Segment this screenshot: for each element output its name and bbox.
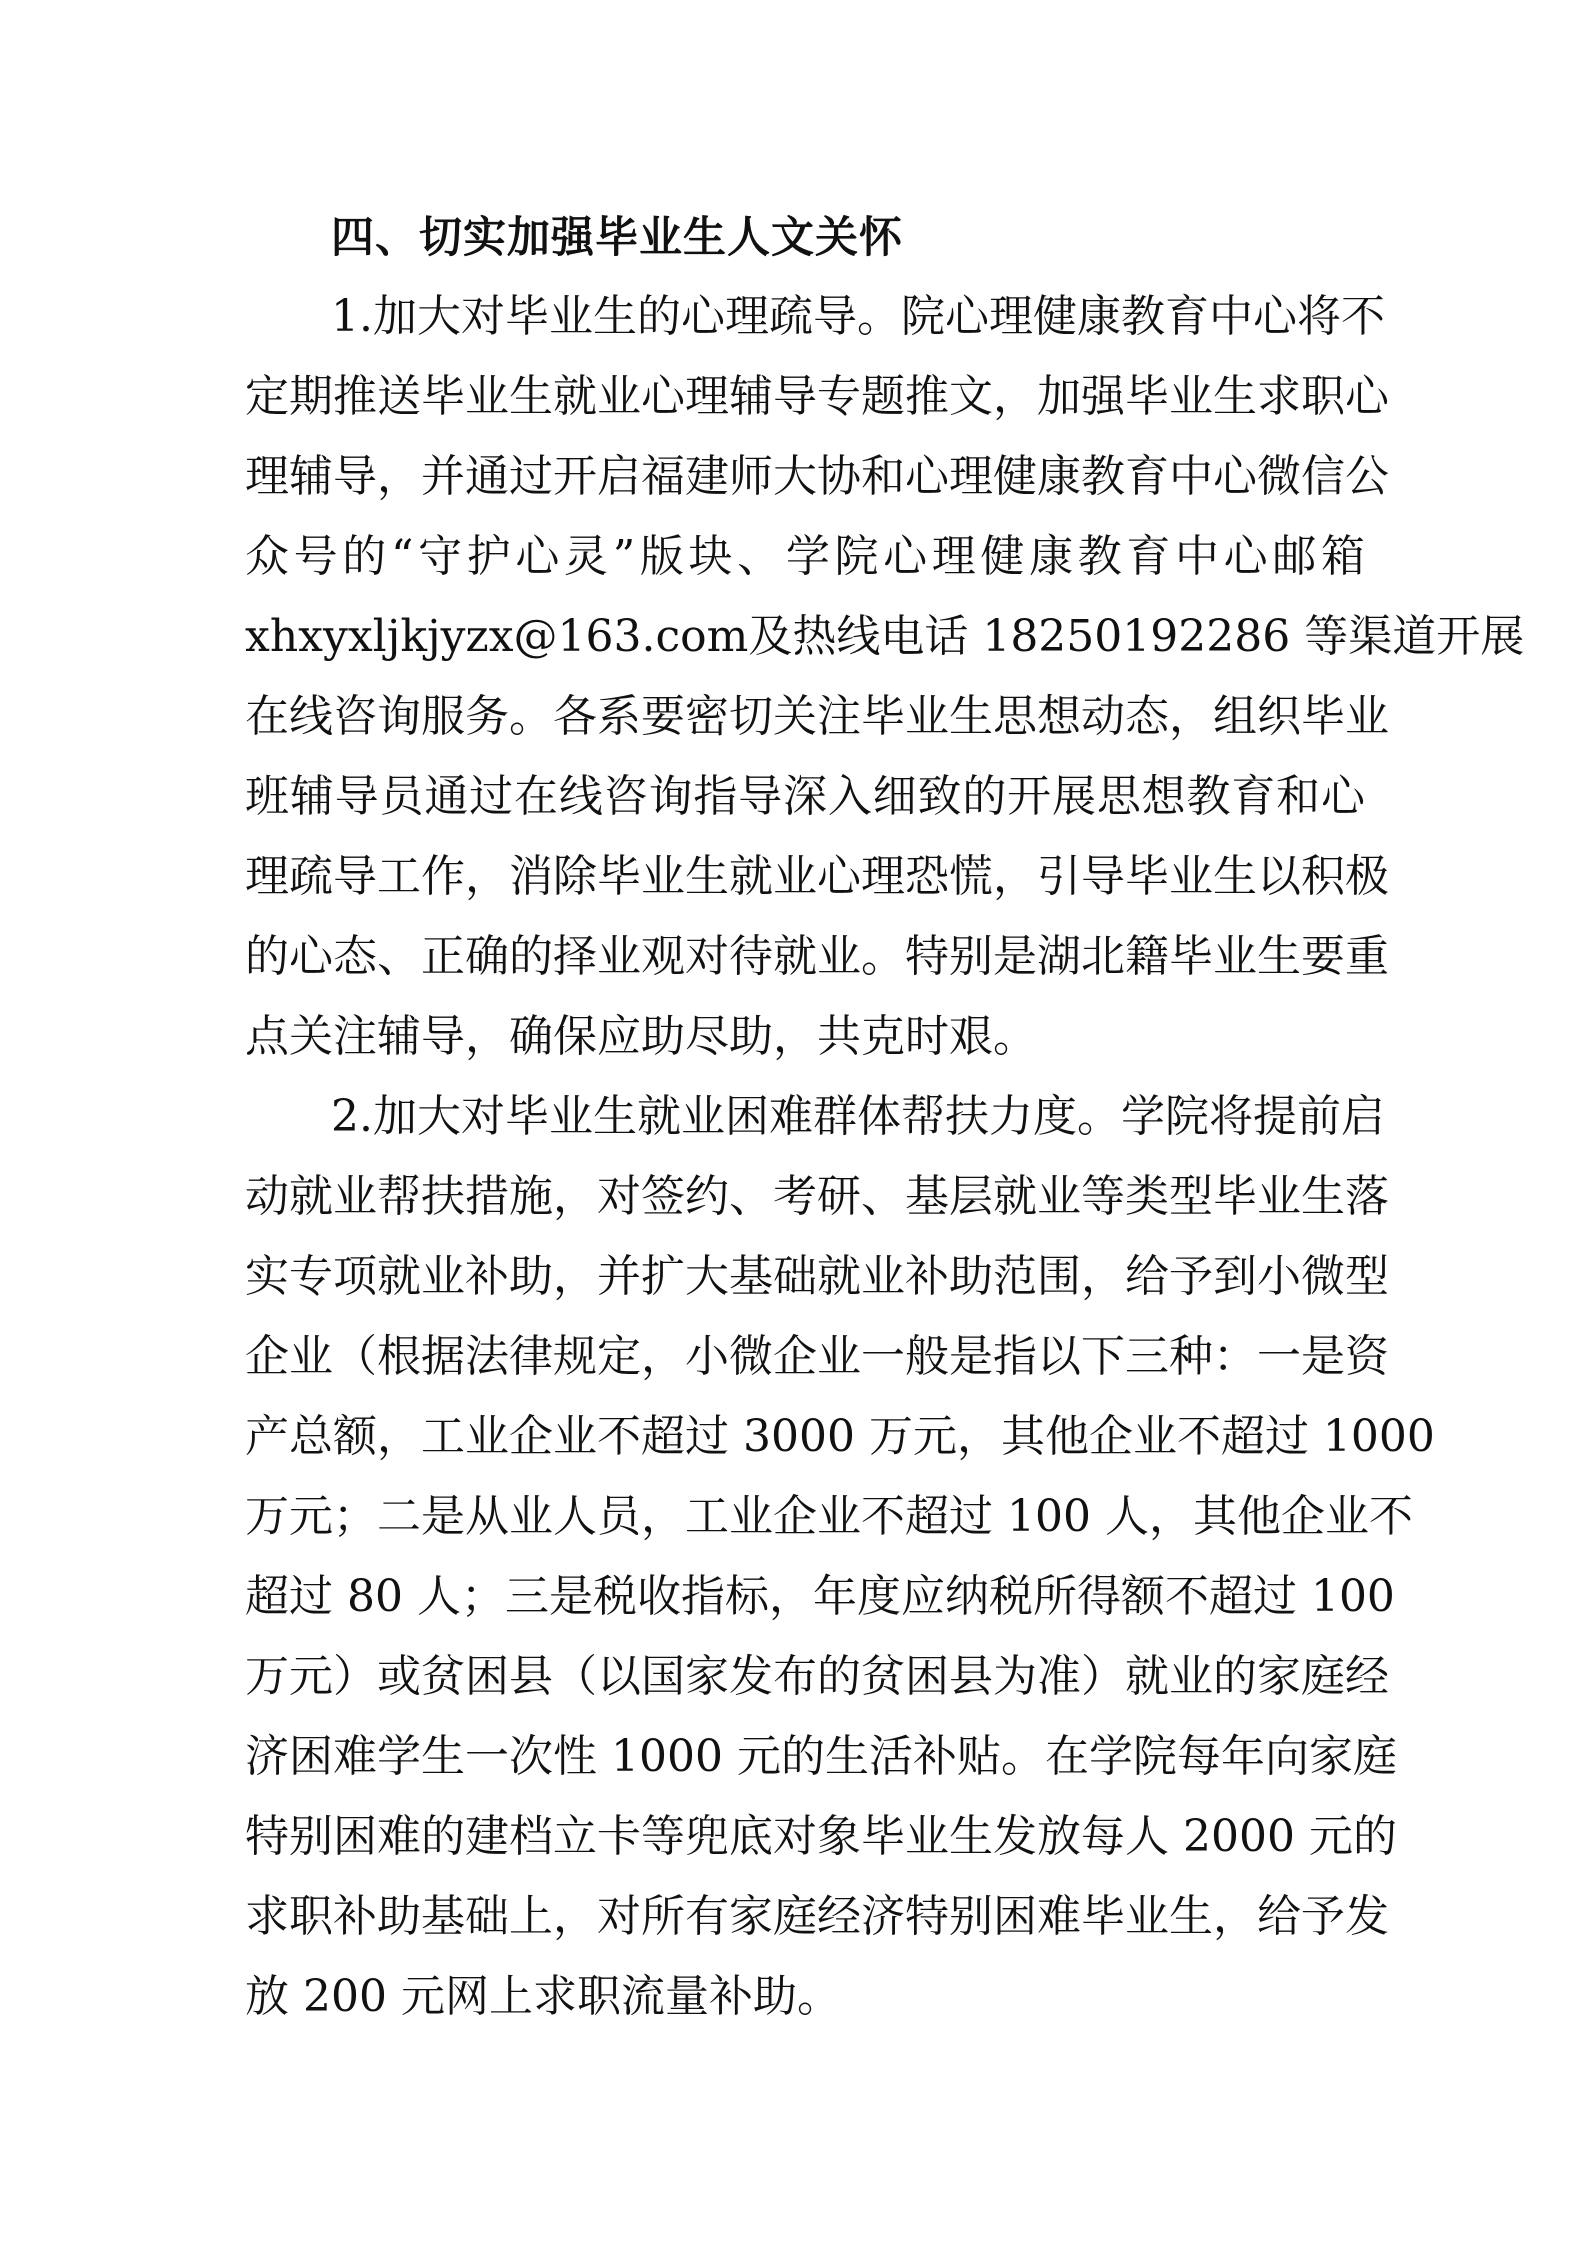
section-heading: 四、切实加强毕业生人文关怀 xyxy=(331,213,903,263)
text-line: 2.加大对毕业生就业困难群体帮扶力度。学院将提前启 xyxy=(331,1091,1385,1142)
text-line: 济困难学生一次性 1000 元的生活补贴。在学院每年向家庭 xyxy=(245,1731,1397,1782)
text-line: 企业（根据法律规定，小微企业一般是指以下三种：一是资 xyxy=(245,1331,1389,1382)
text-line: 万元）或贫困县（以国家发布的贫困县为准）就业的家庭经 xyxy=(245,1651,1389,1702)
text-line: xhxyxljkjyzx@163.com及热线电话 18250192286 等渠道开展 xyxy=(245,611,1525,662)
text-line: 的心态、正确的择业观对待就业。特别是湖北籍毕业生要重 xyxy=(245,931,1389,982)
text-line: 定期推送毕业生就业心理辅导专题推文，加强毕业生求职心 xyxy=(245,371,1389,422)
text-line: 特别困难的建档立卡等兜底对象毕业生发放每人 2000 元的 xyxy=(245,1811,1397,1862)
text-line: 1.加大对毕业生的心理疏导。院心理健康教育中心将不 xyxy=(331,291,1385,342)
text-line: 实专项就业补助，并扩大基础就业补助范围，给予到小微型 xyxy=(245,1251,1389,1302)
text-line: 在线咨询服务。各系要密切关注毕业生思想动态，组织毕业 xyxy=(245,691,1389,742)
text-line: 产总额，工业企业不超过 3000 万元，其他企业不超过 1000 xyxy=(245,1411,1435,1462)
text-line: 众号的“守护心灵”版块、学院心理健康教育中心邮箱 xyxy=(245,531,1365,582)
text-line: 动就业帮扶措施，对签约、考研、基层就业等类型毕业生落 xyxy=(245,1171,1389,1222)
text-line: 理疏导工作，消除毕业生就业心理恐慌，引导毕业生以积极 xyxy=(245,851,1389,902)
text-line: 求职补助基础上，对所有家庭经济特别困难毕业生，给予发 xyxy=(245,1891,1389,1942)
text-line: 理辅导，并通过开启福建师大协和心理健康教育中心微信公 xyxy=(245,451,1389,502)
text-line: 班辅导员通过在线咨询指导深入细致的开展思想教育和心 xyxy=(245,771,1365,822)
text-line: 万元；二是从业人员，工业企业不超过 100 人，其他企业不 xyxy=(245,1491,1413,1542)
text-line: 放 200 元网上求职流量补助。 xyxy=(245,1971,841,2022)
text-line: 点关注辅导，确保应助尽助，共克时艰。 xyxy=(245,1011,1037,1062)
text-line: 超过 80 人；三是税收指标，年度应纳税所得额不超过 100 xyxy=(245,1571,1395,1622)
